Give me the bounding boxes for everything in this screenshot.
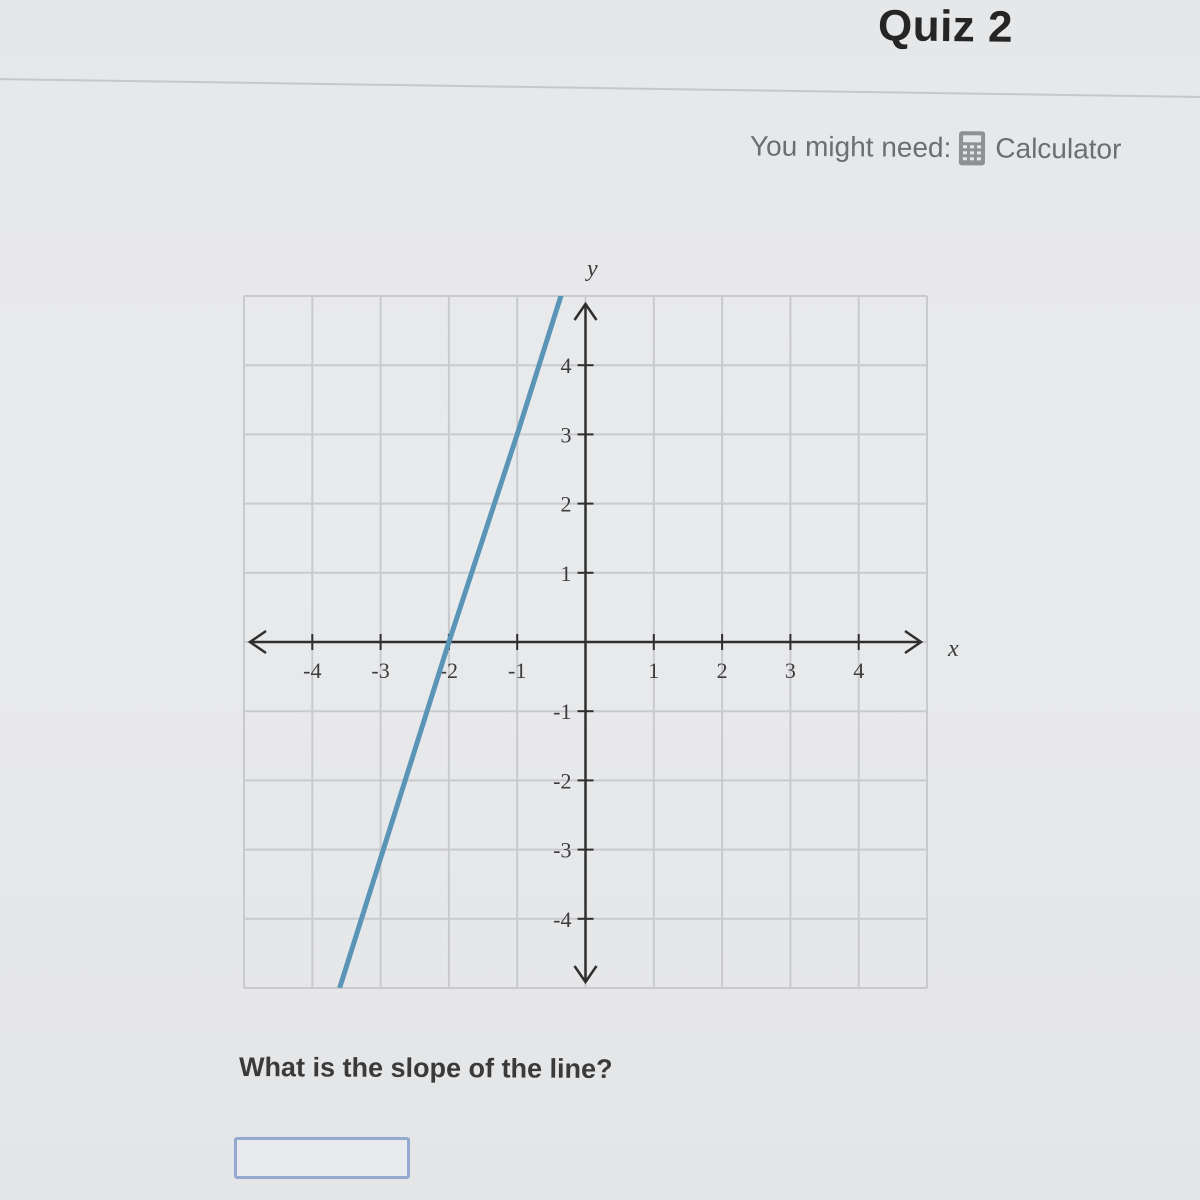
x-tick-label: 1 <box>648 658 660 683</box>
y-tick-label: -3 <box>553 837 572 863</box>
question-text: What is the slope of the line? <box>238 1052 613 1084</box>
x-axis-arrow-right <box>905 631 921 653</box>
series <box>340 261 572 988</box>
y-tick-label: -2 <box>553 768 572 794</box>
x-axis-arrow-left <box>250 631 266 653</box>
x-tick-label: -3 <box>371 658 390 683</box>
calculator-link[interactable]: Calculator <box>995 132 1122 165</box>
x-tick-label: 3 <box>784 658 796 683</box>
axes <box>250 304 921 982</box>
quiz-title: Quiz 2 <box>877 1 1014 52</box>
y-axis-arrow-down <box>575 966 597 982</box>
y-axis-label: y <box>587 256 598 282</box>
series-line <box>340 261 572 988</box>
x-tick-label: 2 <box>716 658 728 683</box>
y-tick-label: 1 <box>560 560 572 586</box>
answer-input[interactable] <box>234 1137 410 1179</box>
y-tick-label: -4 <box>553 906 572 932</box>
calculator-icon[interactable] <box>959 131 985 165</box>
y-tick-label: 4 <box>560 353 572 379</box>
x-axis-label: x <box>948 636 959 662</box>
x-tick-label: 4 <box>853 658 865 683</box>
x-tick-label: -2 <box>439 658 459 683</box>
grid <box>244 296 927 988</box>
x-tick-label: -4 <box>303 658 322 683</box>
header-divider <box>0 78 1200 98</box>
resources-label: You might need: <box>749 130 952 164</box>
y-axis-arrow-up <box>575 304 597 320</box>
y-tick-label: 2 <box>560 491 572 517</box>
resources-row <box>750 129 1122 166</box>
x-tick-label: -1 <box>508 658 527 683</box>
ticks <box>303 353 864 932</box>
y-tick-label: -1 <box>553 699 572 725</box>
y-tick-label: 3 <box>560 422 572 448</box>
